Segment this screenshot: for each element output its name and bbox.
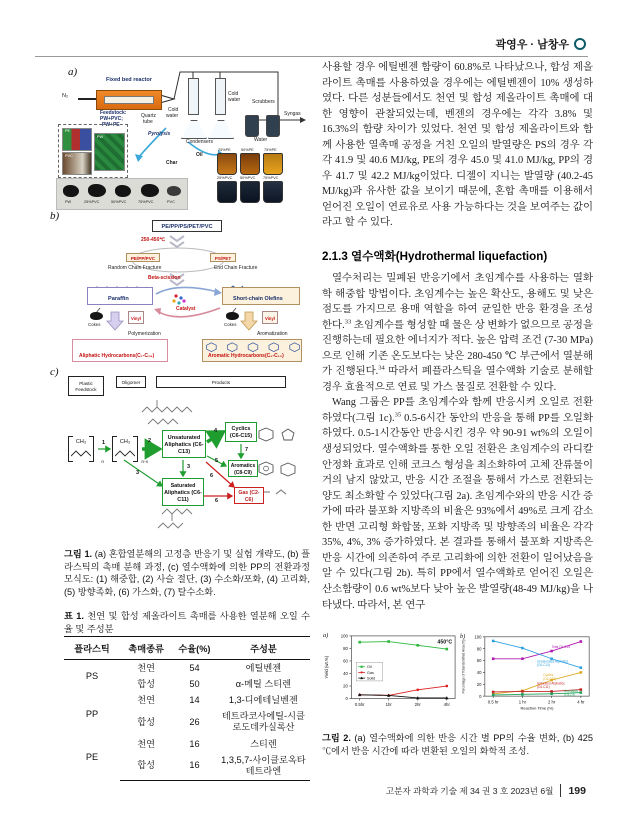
panel-label-a: a) — [68, 66, 78, 78]
feed-plastics-box: PE/PP/PS/PET/PVC — [152, 220, 222, 232]
cell-yield: 16 — [172, 752, 217, 780]
paragraph-2 — [322, 271, 593, 395]
svg-text:0: 0 — [479, 693, 482, 699]
cell-catalyst: 천연 — [137, 662, 155, 673]
svg-text:(C8-C9): (C8-C9) — [564, 692, 576, 697]
paragraph-2-text-a: 열수처리는 밀폐된 반응기에서 초임계수를 사용하는 열화학 해중합 방법이다. 초임계수는 높은 확산도, 용해도 및 낮은 점도를 가지므로 용매 역할을 하여 균일한 반응 환경을 조성한다. — [322, 273, 593, 331]
scrubbers-label: Scrubbers — [252, 99, 275, 105]
cell-component: 1,3-디에테닐벤젠 — [228, 694, 298, 705]
saturated-aliphatics-box: Saturated Aliphatics (C6-C11) — [162, 478, 204, 506]
orcid-ring-icon — [574, 38, 586, 50]
figure-2b-composition-chart — [459, 628, 593, 726]
cold-water-label-2a: Cold — [228, 91, 239, 97]
paragraph-3-text-a: Wang 그룹은 PP를 초임계수와 함께 반응시켜 오일로 전환하였다(그림 1c). — [322, 397, 593, 424]
svg-text:40: 40 — [343, 671, 348, 677]
cell-catalyst: 천연 — [137, 694, 155, 705]
svg-text:Aromatics: Aromatics — [564, 689, 579, 694]
svg-text:4hr: 4hr — [443, 701, 450, 707]
page-number: 199 — [568, 784, 586, 797]
sample-boat — [104, 96, 154, 104]
char-label: Char — [166, 160, 178, 166]
page-footer — [386, 784, 586, 797]
svg-text:0: 0 — [345, 696, 348, 702]
left-column — [38, 62, 310, 782]
header-divider — [35, 56, 588, 57]
char-sample — [141, 184, 159, 197]
feedstock-photos-box — [58, 124, 128, 178]
oil-label-50pe: 50%PE — [241, 148, 254, 152]
table-header-row — [64, 637, 310, 660]
figure-1c-conversion-pathway — [38, 366, 310, 546]
oligomer-header: Oligomer — [116, 376, 146, 388]
panel-label-b: b) — [50, 210, 60, 222]
aliphatic-products-box — [72, 339, 168, 362]
svg-text:100: 100 — [474, 634, 482, 640]
cokes-right-label: Cokes — [224, 322, 237, 327]
oil-label-50pvc: 50%PVC — [240, 176, 256, 180]
right-column — [322, 60, 593, 757]
char-strip-label-4: PVC — [167, 200, 175, 204]
oil-bottle — [263, 181, 283, 203]
catalyst-label: Catalyst — [176, 306, 196, 312]
feedstock-label-1: Feedstock: — [100, 110, 127, 116]
author-names: 곽영우 · 남창우 — [495, 39, 569, 51]
condenser-1 — [188, 78, 199, 115]
panel-label-c: c) — [50, 366, 59, 378]
svg-text:0.5 hr: 0.5 hr — [487, 699, 499, 705]
journal-info: 고분자 과학과 기술 제 34 권 3 호 2023년 6월 — [385, 785, 554, 796]
svg-text:a): a) — [322, 631, 329, 639]
col-component: 주성분 — [217, 637, 310, 660]
oil-bottle — [263, 153, 283, 175]
char-strip-label-1: 25%PVC — [84, 200, 100, 204]
cokes-left-label: Cokes — [88, 322, 101, 327]
monomer-formula: CH₃ — [75, 439, 87, 445]
svg-text:60: 60 — [343, 658, 348, 664]
cell-component: 1,3,5,7-사이클로옥타테트라엔 — [217, 752, 310, 780]
reference-35: 35 — [394, 411, 402, 419]
svg-text:(C6-C11): (C6-C11) — [537, 685, 550, 690]
oil-bottle-photos — [217, 148, 283, 204]
cold-water-label-1b: water — [166, 113, 179, 119]
figure-2-caption-text: (a) 열수액화에 의한 반응 시간 별 PP의 수율 변화, (b) 425 ℃에서 반응 시간에 따라 변환된 오일의 화학적 조성. — [322, 733, 593, 756]
monomer-formula-2: CH₃ — [119, 439, 131, 445]
figure-1-caption — [64, 548, 310, 598]
oil-label-25pvc: 25%PVC — [217, 176, 233, 180]
products-header: Products — [156, 376, 286, 388]
author-line — [495, 36, 586, 52]
pp-polymer-structure — [68, 436, 104, 465]
step-1: 1 — [102, 440, 106, 446]
table-row — [64, 692, 310, 708]
step-3b: 3 — [136, 470, 140, 476]
paragraph-3 — [322, 395, 593, 613]
char-photo-strip — [56, 178, 188, 210]
svg-text:1hr: 1hr — [385, 701, 392, 707]
figure-1b-catalytic-scheme — [38, 212, 310, 368]
char-sample — [167, 186, 181, 196]
aromatics-box: Aromatics (C8-C9) — [228, 460, 258, 477]
olefins-label: Short-chain Olefins — [233, 296, 283, 302]
svg-text:20: 20 — [476, 681, 482, 687]
char-sample — [88, 184, 106, 197]
condensers-label: Condensers — [186, 139, 213, 145]
cell-yield: 50 — [189, 678, 200, 689]
scrubber-bottle-1 — [245, 115, 259, 137]
svg-text:Oil: Oil — [367, 665, 372, 670]
svg-text:(C6-C13): (C6-C13) — [537, 663, 550, 668]
char-strip-label-2: 50%PVC — [111, 200, 127, 204]
plastic-ps: PS — [85, 670, 99, 681]
gas-box: Gas (C2-C6) — [234, 487, 264, 504]
svg-text:0.5hr: 0.5hr — [354, 701, 365, 707]
figure-2-caption-label: 그림 2. — [322, 733, 351, 744]
cell-catalyst: 합성 — [137, 678, 155, 689]
olefins-box — [222, 287, 300, 305]
vinyl-right-label: Vinyl — [265, 316, 275, 321]
feedstock-label-3: PW+PE — [102, 122, 120, 128]
svg-text:Percentage of Total Identified: Percentage of Total Identified Area (%) — [461, 639, 466, 694]
cokes-icon-left — [90, 312, 103, 320]
oil-label-75pvc: 75%PVC — [263, 176, 279, 180]
col-catalyst: 촉매종류 — [120, 637, 172, 660]
svg-text:80: 80 — [343, 646, 348, 652]
temperature-label: 250-450℃ — [141, 237, 165, 243]
col-plastic: 플라스틱 — [64, 637, 120, 660]
svg-text:Unsaturated Aliphatics: Unsaturated Aliphatics — [537, 659, 569, 664]
svg-text:Reaction Time (hr): Reaction Time (hr) — [520, 705, 554, 711]
aromatization-label: Aromatization — [257, 331, 288, 337]
cell-yield: 54 — [189, 662, 200, 673]
vinyl-left-label: Vinyl — [131, 316, 141, 321]
vinyl-right-box — [262, 311, 278, 324]
paragraph-1: 사용할 경우 에틸벤젠 함량이 60.8%로 나타났으나, 합성 제올라이트 촉매를 사용하였을 경우에는 에틸벤젠이 10% 생성하였다. 다른 성분들에서도 천연 및 합성 제올라이트 촉매에 대한 영향이 관찰되었는데, 벤젠의 경우에는 각각 3.8% 및 16.3%의 함량 차이가 있었다. 천연 및 합성 제올라이트와 함께 사용한 열촉매 공정을 거친 오일의 발열량은 PS의 경우 각각 41.9 및 40.6 MJ/kg, PE의 경우 45.0 및 41.0 MJ/kg, PP의 경우 41.7 및 42.2 MJ/kg이었다. 디젤이 지니는 발열량 (40.2-45 MJ/kg)과 유사한 값을 보이기 때문에, 혼합 촉매를 이용해서 얻어진 오일이 연료유로 사용 가능하다는 것을 보여주는 값이라고 할 수 있다. — [322, 62, 593, 229]
pe-photo-label: PE — [65, 129, 71, 133]
oligomer-zigzag — [115, 449, 135, 458]
svg-text:450°C: 450°C — [437, 639, 453, 646]
reference-34: 34 — [378, 364, 385, 372]
random-fracture-plastics-box: PE/PP/PVC — [126, 253, 160, 262]
char-strip-label-0: PW — [65, 200, 72, 204]
figure-2a-yield-chart — [322, 628, 459, 726]
figure-1a-reactor-diagram — [38, 62, 310, 210]
step-6: 6 — [210, 473, 214, 479]
monomer2-subscript: n-x — [141, 460, 148, 465]
polymerization-label: Polymerization — [128, 331, 161, 337]
svg-text:60: 60 — [476, 658, 482, 664]
pyrolysis-label: Pyrolysis — [148, 131, 171, 137]
figure-1-caption-text: (a) 혼합열분해의 고정층 반응기 및 실험 개략도, (b) 플라스틱의 촉매 분해 과정, (c) 열수액화에 의한 PP의 전환과정 모식도: (1) 해중합, (2) 사슬 절단, (3) 수소화/포화, (4) 고리화, (5) 방향족화, (6) 가스화, (7) 탈수소화. — [64, 549, 310, 597]
section-heading-2-1-3: 2.1.3 열수액화(Hydrothermal liquefaction) — [322, 250, 548, 264]
svg-text:Gas: Gas — [367, 670, 374, 675]
vinyl-left-box — [128, 311, 144, 324]
oligomer-structure — [112, 436, 148, 465]
svg-text:Yield (wt.%): Yield (wt.%) — [323, 655, 329, 679]
cell-catalyst: 합성 — [120, 752, 172, 780]
svg-text:1 hr: 1 hr — [518, 699, 527, 705]
pvc-photo-label: PVC — [65, 154, 73, 158]
random-chain-fracture-label: Random Chain Fracture — [108, 265, 162, 271]
plastic-pe: PE — [85, 752, 99, 763]
svg-text:100: 100 — [340, 633, 348, 639]
scrubber-bottle-2 — [266, 115, 280, 137]
footer-divider — [560, 784, 561, 797]
step-4: 4 — [214, 428, 218, 434]
step-6b: 6 — [215, 498, 219, 504]
step-7: 7 — [245, 447, 249, 453]
quartz-tube-label-2: tube — [143, 119, 153, 125]
cell-component: 스티렌 — [250, 738, 277, 749]
col-yield: 수율(%) — [172, 637, 217, 660]
cell-catalyst: 합성 — [137, 716, 155, 727]
cell-yield: 14 — [189, 694, 200, 705]
cell-catalyst: 천연 — [137, 738, 155, 749]
benzene-rings-decoration — [205, 342, 301, 352]
unsaturated-aliphatics-box: Unsaturated Aliphatics (C6-C13) — [162, 430, 206, 458]
aromatic-products-label: Aromatic Hydrocarbons(C₆-C₁₂) — [208, 353, 284, 359]
svg-text:Total C6-C15: Total C6-C15 — [551, 645, 570, 650]
cell-component: 에틸벤젠 — [245, 662, 282, 673]
table-row — [64, 660, 310, 677]
oil-bottle — [240, 153, 260, 175]
monomer1-subscript: n — [101, 460, 104, 465]
table-1-caption — [64, 610, 310, 635]
monomer-zigzag — [71, 449, 91, 458]
paragraph-2-text-c: 따라서 폐플라스틱을 열수액화 기술로 분해할 경우 효율적으로 연료 및 가스 물질로 전환할 수 있다. — [322, 366, 593, 393]
end-chain-fracture-label: End Chain Fracture — [214, 265, 258, 271]
svg-text:Cyclics: Cyclics — [543, 673, 554, 678]
char-strip-label-3: 75%PVC — [138, 200, 154, 204]
svg-text:b): b) — [459, 632, 466, 640]
pw-photo-label: PW — [97, 135, 104, 139]
cokes-icon-right — [226, 312, 239, 320]
aromatic-products-box — [202, 339, 302, 362]
paraffin-box — [87, 287, 153, 305]
condenser-2 — [215, 78, 226, 115]
syngas-label: Syngas — [284, 111, 301, 117]
end-fracture-plastics-box: PS/PET — [210, 253, 236, 262]
oil-label-25pe: 25%PE — [218, 148, 231, 152]
svg-text:Saturated Aliphatics: Saturated Aliphatics — [537, 681, 565, 686]
feedstock-label-2: PW+PVC; — [100, 116, 123, 122]
svg-text:2hr: 2hr — [414, 701, 421, 707]
oil-bottle — [217, 181, 237, 203]
oil-label-75pe: 75%PE — [264, 148, 277, 152]
step-5: 5 — [215, 458, 219, 464]
table-1 — [64, 636, 310, 781]
plastic-feedstock-header: Plastic Feedstock — [68, 376, 104, 396]
aliphatic-products-label: Aliphatic Hydrocarbons(C₇-C₂₈) — [79, 353, 155, 359]
reference-33: 33 — [344, 318, 352, 326]
char-sample — [63, 185, 79, 197]
water-label: Water — [254, 137, 268, 143]
svg-text:40: 40 — [476, 670, 482, 676]
paraffin-label: Paraffin — [108, 296, 129, 302]
figure-2-caption — [322, 732, 593, 757]
table-1-caption-label: 표 1. — [64, 611, 84, 621]
svg-text:20: 20 — [343, 683, 348, 689]
svg-text:4 hr: 4 hr — [577, 699, 585, 705]
cell-component: 테트라코사에틸-시클로도데카실록산 — [221, 711, 305, 733]
n2-label: N₂ — [62, 93, 69, 99]
paragraph-2-text-b: 초임계수를 형성할 때 물은 상 변화가 없으므로 공정을 진행하는데 필요한 에너지가 적다. 높은 압력 조건 (7-30 MPa)으로 인해 기존 온도보다는 낮은 280-450 ℃ 부근에서 열분해가 진행된다. — [322, 319, 593, 378]
svg-text:80: 80 — [476, 646, 482, 652]
reactor-label: Fixed bed reactor — [106, 77, 152, 83]
step-3: 3 — [187, 464, 191, 470]
cold-water-label-2b: water — [228, 97, 241, 103]
beta-scission-label: Beta-scission — [148, 275, 181, 281]
cyclics-box: Cyclics (C6-C15) — [225, 422, 257, 442]
svg-text:(C6-C15): (C6-C15) — [543, 676, 557, 681]
table-row — [64, 736, 310, 752]
quartz-tube-label-1: Quartz — [141, 113, 157, 119]
oil-bottle — [217, 153, 237, 175]
cell-component: α-메틸 스티렌 — [235, 678, 292, 689]
cell-yield: 16 — [189, 738, 200, 749]
cell-yield: 26 — [189, 716, 200, 727]
figure-2-charts — [322, 628, 593, 726]
step-2: 2 — [148, 438, 152, 444]
table-1-caption-text: 천연 및 합성 제올라이트 촉매를 사용한 열분해 오일 수율 및 주성분 — [64, 611, 310, 634]
paragraph-3-text-b: 0.5-6시간 동안의 반응을 통해 PP를 오일화하였다. 0.5-1시간동안 반응시킨 경우 약 90-91 wt%의 오일이 생성되었다. 열수액화를 통한 오일 전환은 초임계수의 라디칼 안정화 효과로 인해 코크스 형성을 최소화하여 고체 잔류물이 거의 남지 않았고, 반응 시간 조절을 통해서 가스로 전환되는 양도 최소화할 수 있었다(그림 2a). 초임계수와의 반응 시간 증가에 따라 불포화 지방족의 비율은 93%에서 49%로 크게 감소한 반면 고리형 화합물, 포화 지방족 및 방향족의 비율은 각각 35%, 4%, 3% 증가하였다. 본 결과를 통해서 불포화 지방족은 반응 시간에 의존하여 주로 고리화에 의한 전환이 일어났음을 알 수 있다(그림 2b). 특히 PP에서 열수액화로 얻어진 오일은 산소함량이 0.6 wt%보다 낮아 높은 발열량(48-49 MJ/kg)을 나타냈다. 따라서, 본 연구 — [322, 412, 594, 611]
char-sample — [115, 185, 131, 197]
figure-1-caption-label: 그림 1. — [64, 549, 93, 559]
oil-bottle — [240, 181, 260, 203]
svg-text:2 hr: 2 hr — [547, 699, 556, 705]
oil-label: Oil — [196, 152, 203, 158]
cold-water-label-1a: Cold — [168, 107, 179, 113]
svg-text:Solid: Solid — [367, 676, 376, 681]
plastic-pp: PP — [85, 708, 99, 719]
